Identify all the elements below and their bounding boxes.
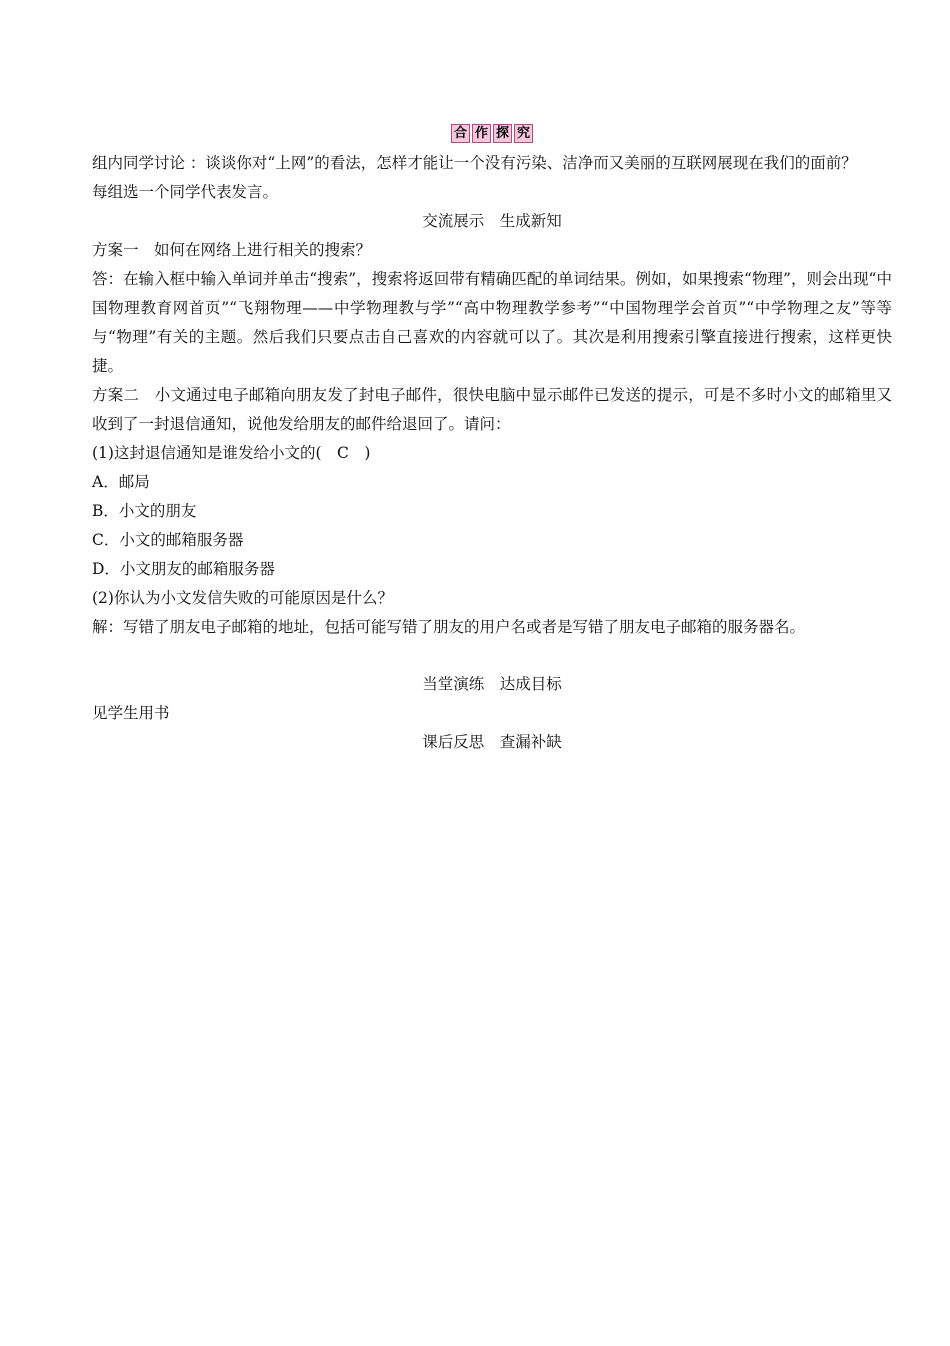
option-c: C．小文的邮箱服务器 bbox=[92, 531, 244, 549]
plan1-answer: 答：在输入框中输入单词并单击“搜索”，搜索将返回带有精确匹配的单词结果。例如，如果搜索“物理”，则会出现“中国物理教育网首页”“飞翔物理——中学物理教与学”“高中物理教学参考”“中国物理学会首页”“中学物理之友”等等与“物理”有关的主题。然后我们只要点击自己喜欢的内容就可以了。其次是利用搜索引擎直接进行搜索，这样更快捷。 bbox=[92, 270, 892, 375]
option-a: A．邮局 bbox=[92, 473, 150, 491]
option-b: B．小文的朋友 bbox=[92, 502, 197, 520]
practice-note: 见学生用书 bbox=[92, 704, 170, 722]
section-heading-practice: 当堂演练 达成目标 bbox=[422, 675, 562, 693]
banner-char: 究 bbox=[514, 124, 533, 143]
document-page bbox=[92, 124, 892, 757]
plan2-answer-2: 解：写错了朋友电子邮箱的地址，包括可能写错了朋友的用户名或者是写错了朋友电子邮箱的服务器名。 bbox=[92, 618, 806, 636]
plan2-question-2: (2)你认为小文发信失败的可能原因是什么？ bbox=[92, 589, 393, 607]
banner-char: 作 bbox=[472, 124, 491, 143]
section-banner-cooperative-inquiry bbox=[92, 124, 892, 143]
option-d: D．小文朋友的邮箱服务器 bbox=[92, 560, 275, 578]
section-heading-reflection: 课后反思 查漏补缺 bbox=[422, 733, 562, 751]
spacer bbox=[92, 642, 892, 670]
banner-char: 合 bbox=[451, 124, 470, 143]
section-heading-exchange: 交流展示 生成新知 bbox=[422, 212, 562, 230]
discussion-prompt: 组内同学讨论 ：谈谈你对“上网”的看法，怎样才能让一个没有污染、洁净而又美丽的互联网展现在我们的面前？ bbox=[92, 154, 857, 172]
plan2-question-1: (1)这封退信通知是谁发给小文的( C ) bbox=[92, 444, 371, 462]
plan2-scenario: 方案二 小文通过电子邮箱向朋友发了封电子邮件，很快电脑中显示邮件已发送的提示，可是不多时小文的邮箱里又收到了一封退信通知，说他发给朋友的邮件给退回了。请问： bbox=[92, 386, 892, 433]
banner-char: 探 bbox=[493, 124, 512, 143]
discussion-note: 每组选一个同学代表发言。 bbox=[92, 183, 279, 201]
plan1-question: 方案一 如何在网络上进行相关的搜索？ bbox=[92, 241, 372, 259]
